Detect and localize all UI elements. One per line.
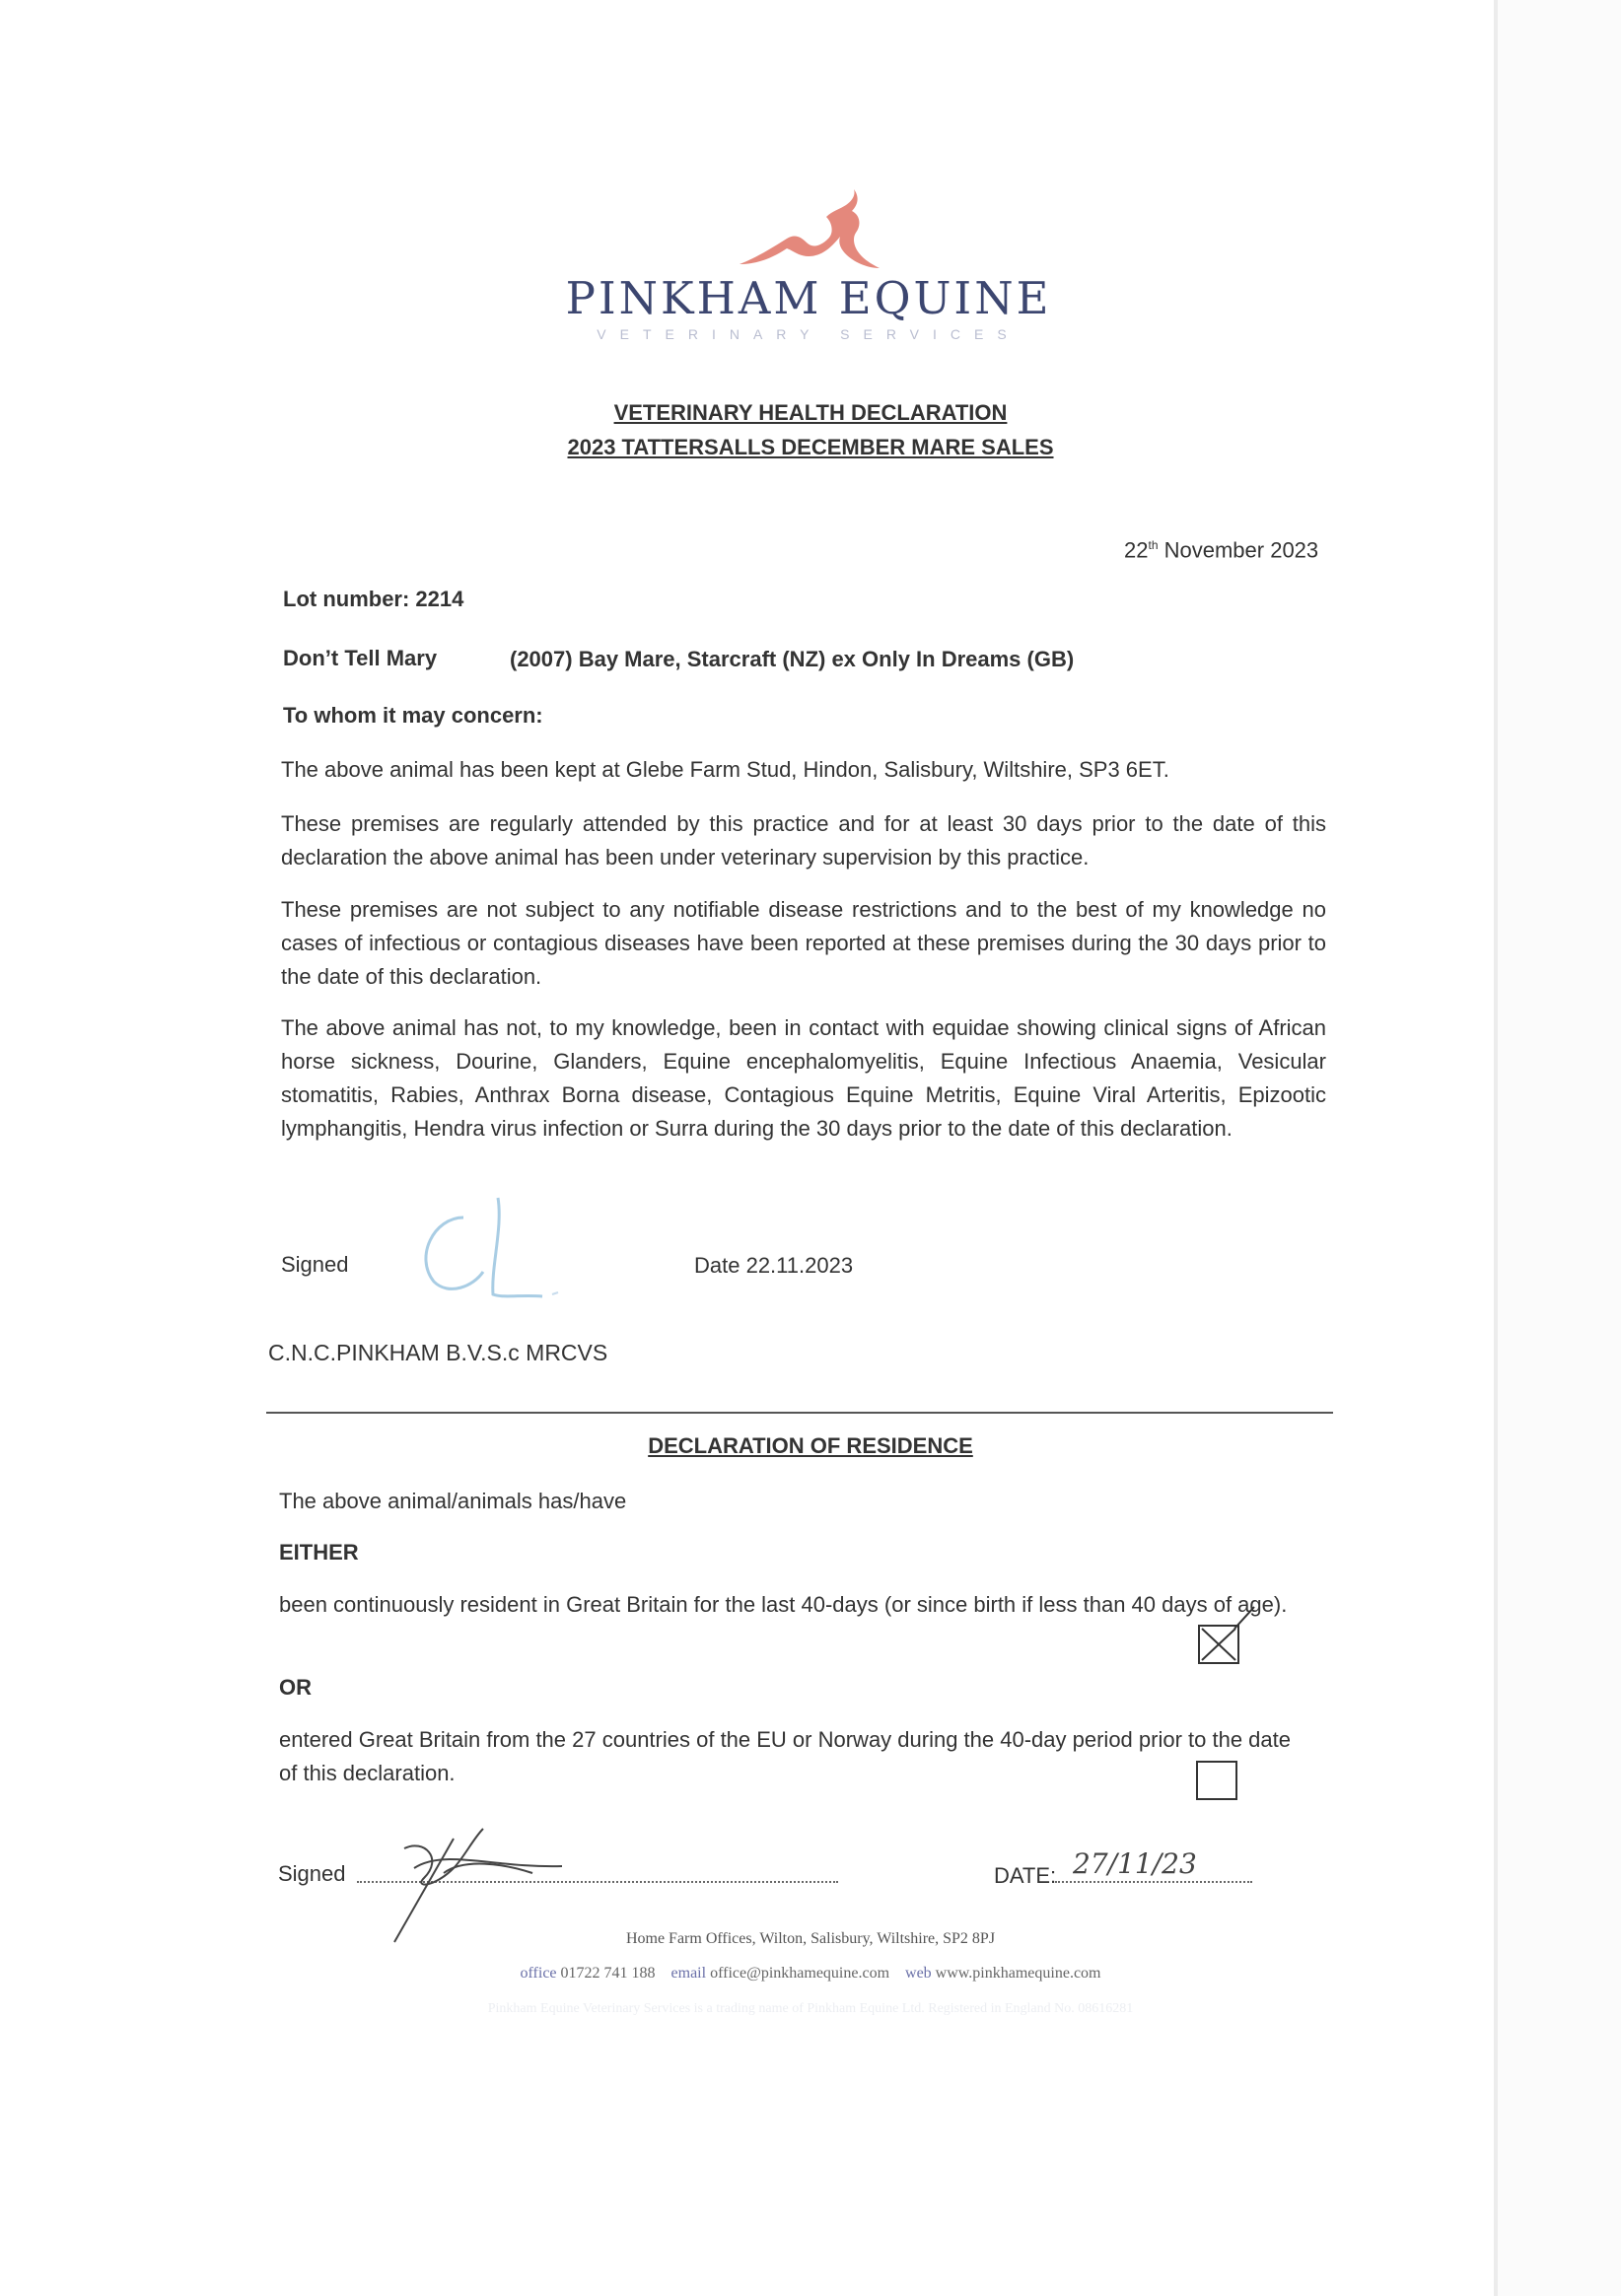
lot-number: Lot number: 2214 (283, 587, 464, 611)
option-entered: entered Great Britain from the 27 countries of the EU or Norway during the 40-day period prior to the date of this declaration. (279, 1727, 1291, 1785)
footer-contacts (0, 1965, 1621, 1983)
document-date: 22th November 2023 (1124, 537, 1319, 563)
paragraph-contact: The above animal has not, to my knowledge, been in contact with equidae showing clinical signs of African horse sickness, Dourine, Glanders, Equine encephalomyelitis, Equine Infectious Anaemia, Vesicular stomatitis, Rabies, Anthrax Borna disease, Contagious Equine Metritis, Equine Viral Arteritis, Epizootic lymphangitis, Hendra virus infection or Surra during the 30 days prior to the date of this declaration. (281, 1015, 1326, 1141)
paragraph-restrictions: These premises are not subject to any notifiable disease restrictions and to the best of my knowledge no cases of infectious or contagious diseases have been reported at these premises during the 30 days prior to the date of this declaration. (281, 897, 1326, 989)
residence-intro: The above animal/animals has/have (279, 1489, 627, 1513)
signature-1-icon (404, 1188, 572, 1306)
doc-title-line2: 2023 TATTERSALLS DECEMBER MARE SALES (567, 435, 1054, 459)
doc-title-line1: VETERINARY HEALTH DECLARATION (613, 400, 1008, 425)
tick-stroke-icon (1231, 1603, 1260, 1633)
horse-details: (2007) Bay Mare, Starcraft (NZ) ex Only In Dreams (GB) (510, 647, 1075, 671)
date-label-2: DATE: (994, 1863, 1057, 1888)
email-link[interactable]: office@pinkhamequine.com (710, 1965, 890, 1982)
date-line (1055, 1881, 1252, 1883)
vet-credentials: C.N.C.PINKHAM B.V.S.c MRCVS (268, 1340, 608, 1365)
signed-label-2: Signed (278, 1861, 346, 1886)
signature-date-1: Date 22.11.2023 (694, 1253, 854, 1278)
paragraph-premises: The above animal has been kept at Glebe Farm Stud, Hindon, Salisbury, Wiltshire, SP3 6ET. (281, 757, 1169, 782)
handwritten-date: 27/11/23 (1073, 1847, 1197, 1880)
signed-label-1: Signed (281, 1252, 349, 1277)
horse-logo-icon (730, 187, 887, 276)
brand-tagline: VETERINARY SERVICES (597, 326, 1021, 342)
option-resident: been continuously resident in Great Britain for the last 40-days (or since birth if less than 40 days of age). (279, 1592, 1288, 1617)
email-label: email (670, 1965, 707, 1982)
web-link[interactable]: www.pinkhamequine.com (935, 1965, 1101, 1982)
horse-name: Don’t Tell Mary (283, 646, 438, 670)
office-label: office (520, 1965, 557, 1982)
signature-2-icon (385, 1819, 582, 1947)
brand-name: PINKHAM EQUINE (565, 272, 1052, 324)
footer-legal: Pinkham Equine Veterinary Services is a trading name of Pinkham Equine Ltd. Registered in England No. 08616281 (487, 2001, 1134, 2016)
residence-title: DECLARATION OF RESIDENCE (648, 1433, 973, 1458)
or-label: OR (279, 1675, 312, 1700)
salutation: To whom it may concern: (283, 703, 543, 728)
option-entered-checkbox[interactable] (1196, 1761, 1237, 1800)
logo (552, 187, 1065, 342)
office-phone: 01722 741 188 (560, 1965, 656, 1982)
section-divider (266, 1412, 1333, 1414)
web-label: web (905, 1965, 932, 1982)
scan-margin (1498, 0, 1621, 2296)
either-label: EITHER (279, 1540, 359, 1565)
paragraph-supervision: These premises are regularly attended by this practice and for at least 30 days prior to the date of this declaration the above animal has been under veterinary supervision by this practice. (281, 811, 1326, 870)
footer-address: Home Farm Offices, Wilton, Salisbury, Wiltshire, SP2 8PJ (625, 1930, 996, 1947)
